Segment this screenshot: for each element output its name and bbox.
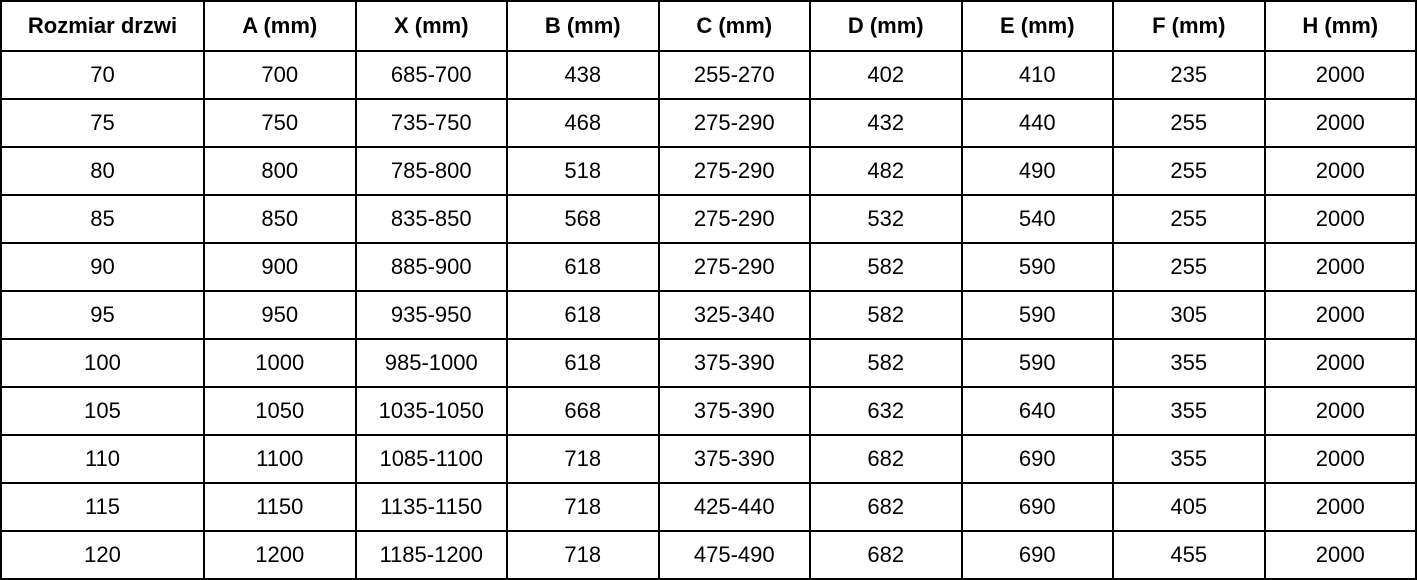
dimension-cell: 255 <box>1113 99 1265 147</box>
column-header: C (mm) <box>659 1 811 51</box>
dimension-cell: 355 <box>1113 435 1265 483</box>
column-header: X (mm) <box>356 1 508 51</box>
dimension-cell: 305 <box>1113 291 1265 339</box>
dimension-cell: 540 <box>962 195 1114 243</box>
dimension-cell: 2000 <box>1265 195 1417 243</box>
dimension-cell: 682 <box>810 531 962 579</box>
dimension-cell: 785-800 <box>356 147 508 195</box>
door-size-cell: 90 <box>1 243 204 291</box>
dimension-cell: 718 <box>507 531 659 579</box>
dimension-cell: 690 <box>962 435 1114 483</box>
door-size-cell: 70 <box>1 51 204 99</box>
dimension-cell: 532 <box>810 195 962 243</box>
dimension-cell: 1085-1100 <box>356 435 508 483</box>
dimension-cell: 375-390 <box>659 435 811 483</box>
dimension-cell: 355 <box>1113 339 1265 387</box>
dimension-cell: 2000 <box>1265 387 1417 435</box>
table-row <box>1 291 1416 339</box>
dimension-cell: 1000 <box>204 339 356 387</box>
dimension-cell: 325-340 <box>659 291 811 339</box>
column-header: H (mm) <box>1265 1 1417 51</box>
dimension-cell: 2000 <box>1265 99 1417 147</box>
column-header: F (mm) <box>1113 1 1265 51</box>
dimension-cell: 440 <box>962 99 1114 147</box>
dimension-cell: 2000 <box>1265 339 1417 387</box>
dimension-cell: 590 <box>962 339 1114 387</box>
door-size-cell: 95 <box>1 291 204 339</box>
dimension-cell: 568 <box>507 195 659 243</box>
dimension-cell: 275-290 <box>659 99 811 147</box>
table-row <box>1 147 1416 195</box>
dimension-cell: 618 <box>507 243 659 291</box>
dimension-cell: 405 <box>1113 483 1265 531</box>
dimension-cell: 800 <box>204 147 356 195</box>
dimension-cell: 2000 <box>1265 291 1417 339</box>
dimension-cell: 1135-1150 <box>356 483 508 531</box>
dimension-cell: 475-490 <box>659 531 811 579</box>
dimension-cell: 255-270 <box>659 51 811 99</box>
dimension-cell: 632 <box>810 387 962 435</box>
dimension-cell: 690 <box>962 483 1114 531</box>
dimension-cell: 255 <box>1113 195 1265 243</box>
dimension-cell: 1100 <box>204 435 356 483</box>
table-body <box>1 51 1416 579</box>
dimension-cell: 410 <box>962 51 1114 99</box>
dimension-cell: 2000 <box>1265 243 1417 291</box>
dimension-cell: 482 <box>810 147 962 195</box>
dimension-cell: 2000 <box>1265 531 1417 579</box>
dimension-cell: 735-750 <box>356 99 508 147</box>
dimension-cell: 402 <box>810 51 962 99</box>
dimension-cell: 682 <box>810 435 962 483</box>
dimension-cell: 700 <box>204 51 356 99</box>
dimension-cell: 640 <box>962 387 1114 435</box>
dimension-cell: 690 <box>962 531 1114 579</box>
dimension-cell: 490 <box>962 147 1114 195</box>
dimension-cell: 750 <box>204 99 356 147</box>
door-size-cell: 115 <box>1 483 204 531</box>
dimension-cell: 935-950 <box>356 291 508 339</box>
dimension-cell: 1200 <box>204 531 356 579</box>
table-row <box>1 243 1416 291</box>
door-size-cell: 85 <box>1 195 204 243</box>
dimension-cell: 718 <box>507 435 659 483</box>
dimension-cell: 1150 <box>204 483 356 531</box>
dimension-cell: 900 <box>204 243 356 291</box>
dimension-cell: 455 <box>1113 531 1265 579</box>
dimension-cell: 275-290 <box>659 147 811 195</box>
dimension-cell: 590 <box>962 291 1114 339</box>
dimension-cell: 1185-1200 <box>356 531 508 579</box>
dimension-cell: 2000 <box>1265 51 1417 99</box>
dimension-cell: 255 <box>1113 147 1265 195</box>
table-row <box>1 51 1416 99</box>
column-header: A (mm) <box>204 1 356 51</box>
door-size-cell: 120 <box>1 531 204 579</box>
dimension-cell: 668 <box>507 387 659 435</box>
column-header: B (mm) <box>507 1 659 51</box>
dimension-cell: 1035-1050 <box>356 387 508 435</box>
dimension-cell: 425-440 <box>659 483 811 531</box>
dimension-cell: 518 <box>507 147 659 195</box>
dimension-cell: 590 <box>962 243 1114 291</box>
dimension-cell: 432 <box>810 99 962 147</box>
door-size-cell: 105 <box>1 387 204 435</box>
table-row <box>1 483 1416 531</box>
table-row <box>1 195 1416 243</box>
dimension-cell: 582 <box>810 291 962 339</box>
table-row <box>1 531 1416 579</box>
dimension-cell: 682 <box>810 483 962 531</box>
dimension-cell: 235 <box>1113 51 1265 99</box>
column-header: Rozmiar drzwi <box>1 1 204 51</box>
dimension-cell: 685-700 <box>356 51 508 99</box>
dimension-cell: 255 <box>1113 243 1265 291</box>
dimension-cell: 355 <box>1113 387 1265 435</box>
dimension-cell: 375-390 <box>659 387 811 435</box>
door-size-cell: 100 <box>1 339 204 387</box>
column-header: E (mm) <box>962 1 1114 51</box>
header-row <box>1 1 1416 51</box>
door-size-cell: 80 <box>1 147 204 195</box>
dimension-cell: 618 <box>507 339 659 387</box>
dimension-cell: 850 <box>204 195 356 243</box>
dimension-cell: 2000 <box>1265 483 1417 531</box>
dimension-cell: 275-290 <box>659 243 811 291</box>
column-header: D (mm) <box>810 1 962 51</box>
dimension-cell: 835-850 <box>356 195 508 243</box>
dimension-cell: 618 <box>507 291 659 339</box>
table-row <box>1 387 1416 435</box>
dimension-cell: 468 <box>507 99 659 147</box>
dimension-cell: 2000 <box>1265 435 1417 483</box>
dimension-cell: 2000 <box>1265 147 1417 195</box>
dimension-cell: 438 <box>507 51 659 99</box>
table-row <box>1 339 1416 387</box>
door-size-cell: 75 <box>1 99 204 147</box>
dimension-cell: 275-290 <box>659 195 811 243</box>
table-row <box>1 435 1416 483</box>
dimension-cell: 582 <box>810 339 962 387</box>
dimension-cell: 375-390 <box>659 339 811 387</box>
table-row <box>1 99 1416 147</box>
door-size-cell: 110 <box>1 435 204 483</box>
dimension-cell: 718 <box>507 483 659 531</box>
dimension-cell: 582 <box>810 243 962 291</box>
dimension-cell: 1050 <box>204 387 356 435</box>
dimension-cell: 985-1000 <box>356 339 508 387</box>
dimension-cell: 950 <box>204 291 356 339</box>
dimension-cell: 885-900 <box>356 243 508 291</box>
